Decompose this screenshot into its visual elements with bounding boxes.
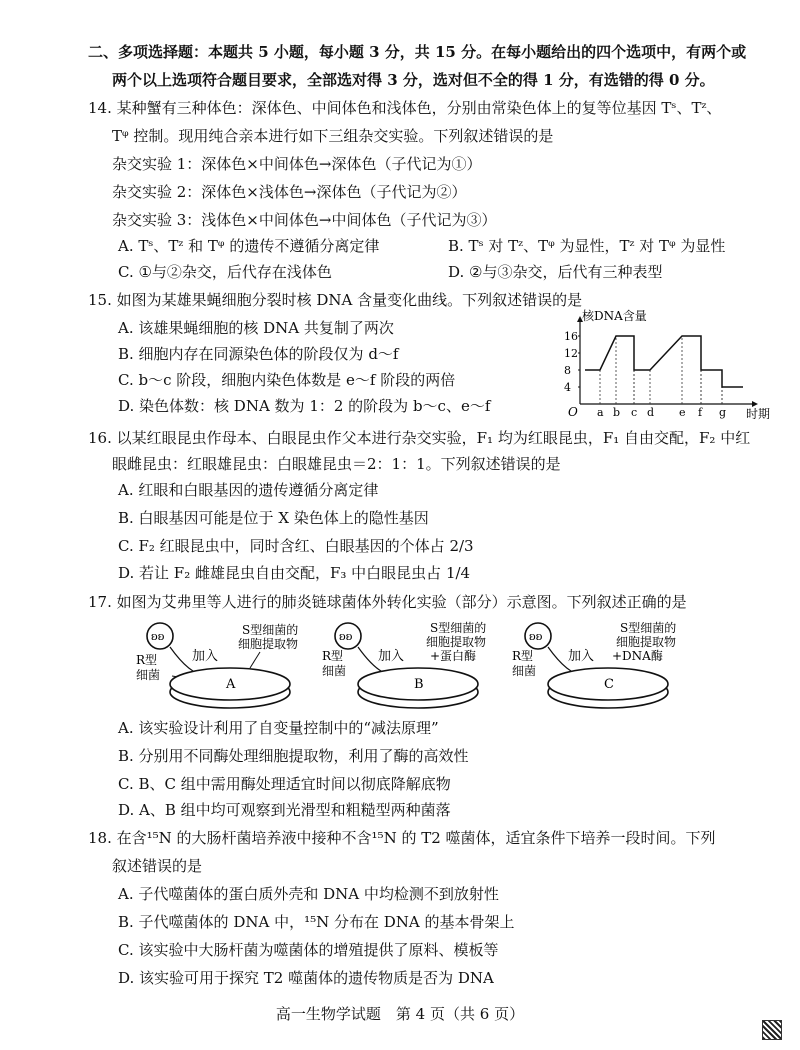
q16-option-b: B. 白眼基因可能是位于 X 染色体上的隐性基因 [118, 509, 429, 527]
s-bacteria-dots: ʚʚ [151, 630, 165, 643]
x-tick-label: d [647, 406, 655, 419]
q14-experiment-3: 杂交实验 3：浅体色×中间体色→中间体色（子代记为③） [112, 211, 497, 229]
q18-option-b: B. 子代噬菌体的 DNA 中，¹⁵N 分布在 DNA 的基本骨架上 [118, 913, 515, 931]
q14-option-a: A. Tˢ、Tᶻ 和 Tᵠ 的遗传不遵循分离定律 [118, 237, 380, 255]
dish-a [136, 622, 298, 708]
q16-option-a: A. 红眼和白眼基因的遗传遵循分离定律 [118, 481, 379, 499]
dish-a-label: A [226, 677, 236, 692]
q14-option-b: B. Tˢ 对 Tᶻ、Tᵠ 为显性，Tᶻ 对 Tᵠ 为显性 [448, 237, 726, 255]
x-tick-label: e [679, 406, 686, 419]
transformation-diagram [130, 620, 690, 715]
q14-option-c: C. ①与②杂交，后代存在浅体色 [118, 263, 332, 281]
r-bacteria-label-1: R型 [136, 653, 158, 667]
q18-option-a: A. 子代噬菌体的蛋白质外壳和 DNA 中均检测不到放射性 [118, 885, 499, 903]
extract-label-line1: S型细菌的 [242, 623, 299, 637]
q18-stem-line2: 叙述错误的是 [112, 857, 203, 875]
q17-option-b: B. 分别用不同酶处理细胞提取物，利用了酶的高效性 [118, 747, 469, 765]
q14-experiment-1: 杂交实验 1：深体色×中间体色→深体色（子代记为①） [112, 155, 482, 173]
x-tick-label: f [698, 406, 703, 419]
dish-c [512, 620, 676, 708]
q16-stem-line1: 16. 以某红眼昆虫作母本、白眼昆虫作父本进行杂交实验，F₁ 均为红眼昆虫，F₁ 自由交配，F₂ 中红 [88, 429, 751, 447]
qr-code-icon [762, 1020, 782, 1040]
dish-c-label: C [604, 677, 614, 692]
q16-option-c: C. F₂ 红眼昆虫中，同时含红、白眼基因的个体占 2/3 [118, 537, 474, 555]
page-footer: 高一生物学试题 第 4 页（共 6 页） [275, 1005, 525, 1023]
chart-origin: O [568, 405, 578, 419]
q14-stem-line1: 14. 某种蟹有三种体色：深体色、中间体色和浅体色，分别由常染色体上的复等位基因 Tˢ、Tᶻ、 [88, 99, 722, 117]
svg-text:S型细菌的: S型细菌的 [620, 621, 677, 635]
x-tick-label: a [597, 406, 604, 419]
section-header-line1: 二、多项选择题：本题共 5 小题，每小题 3 分，共 15 分。在每小题给出的四个选项中，有两个或 [88, 43, 747, 61]
q14-stem-line2: Tᵠ 控制。现用纯合亲本进行如下三组杂交实验。下列叙述错误的是 [112, 127, 554, 145]
q14-option-d: D. ②与③杂交，后代有三种表型 [448, 263, 663, 281]
q18-stem-line1: 18. 在含¹⁵N 的大肠杆菌培养液中接种不含¹⁵N 的 T2 噬菌体，适宜条件下培养一段时间。下列 [88, 829, 716, 847]
q15-option-b: B. 细胞内存在同源染色体的阶段仅为 d～f [118, 345, 399, 363]
q18-option-c: C. 该实验中大肠杆菌为噬菌体的增殖提供了原料、模板等 [118, 941, 499, 959]
dish-b [322, 620, 486, 708]
add-label: 加入 [568, 649, 595, 664]
q17-option-a: A. 该实验设计利用了自变量控制中的“减法原理” [118, 719, 439, 737]
svg-text:细胞提取物: 细胞提取物 [426, 635, 487, 649]
q16-stem-line2: 眼雌昆虫：红眼雄昆虫：白眼雄昆虫＝2：1：1。下列叙述错误的是 [112, 455, 561, 473]
svg-text:细菌: 细菌 [322, 664, 347, 678]
x-tick-label: c [631, 406, 638, 419]
chart-x-label: 时期 [746, 407, 771, 421]
svg-text:R型: R型 [512, 649, 534, 663]
x-tick-label: b [613, 406, 621, 419]
q17-option-c: C. B、C 组中需用酶处理适宜时间以彻底降解底物 [118, 775, 451, 793]
q18-option-d: D. 该实验可用于探究 T2 噬菌体的遗传物质是否为 DNA [118, 969, 494, 987]
q17-stem: 17. 如图为艾弗里等人进行的肺炎链球菌体外转化实验（部分）示意图。下列叙述正确的是 [88, 593, 687, 611]
enzyme-label-b: +蛋白酶 [430, 649, 477, 663]
q15-stem: 15. 如图为某雄果蝇细胞分裂时核 DNA 含量变化曲线。下列叙述错误的是 [88, 291, 583, 309]
x-tick-label: g [719, 406, 727, 419]
y-tick-label: 4 [564, 381, 571, 394]
q17-option-d: D. A、B 组中均可观察到光滑型和粗糙型两种菌落 [118, 801, 451, 819]
svg-text:S型细菌的: S型细菌的 [430, 621, 487, 635]
y-tick-label: 8 [564, 364, 571, 377]
q15-option-a: A. 该雄果蝇细胞的核 DNA 共复制了两次 [118, 319, 394, 337]
dna-content-chart [550, 309, 771, 422]
leader-line [250, 652, 260, 668]
section-header-line2: 两个以上选项符合题目要求，全部选对得 3 分，选对但不全的得 1 分，有选错的得 0 分。 [112, 71, 715, 89]
r-bacteria-label-2: 细菌 [136, 668, 161, 682]
extract-label-line2: 细胞提取物 [238, 637, 299, 651]
svg-text:细胞提取物: 细胞提取物 [616, 635, 677, 649]
y-tick-label: 16 [564, 330, 578, 343]
dna-content-line [585, 336, 743, 387]
dish-b-label: B [414, 677, 424, 692]
enzyme-label-c: +DNA酶 [612, 649, 663, 663]
svg-text:R型: R型 [322, 649, 344, 663]
y-tick-label: 12 [564, 347, 578, 360]
q15-option-d: D. 染色体数：核 DNA 数为 1：2 的阶段为 b～c、e～f [118, 397, 491, 415]
svg-text:ʚʚ: ʚʚ [529, 630, 543, 643]
q15-option-c: C. b～c 阶段，细胞内染色体数是 e～f 阶段的两倍 [118, 371, 456, 389]
svg-text:细菌: 细菌 [512, 664, 537, 678]
add-label: 加入 [378, 649, 405, 664]
q14-experiment-2: 杂交实验 2：深体色×浅体色→深体色（子代记为②） [112, 183, 467, 201]
chart-title: 核DNA含量 [582, 309, 647, 323]
q16-option-d: D. 若让 F₂ 雌雄昆虫自由交配，F₃ 中白眼昆虫占 1/4 [118, 564, 471, 582]
add-label: 加入 [192, 649, 219, 664]
svg-text:ʚʚ: ʚʚ [339, 630, 353, 643]
